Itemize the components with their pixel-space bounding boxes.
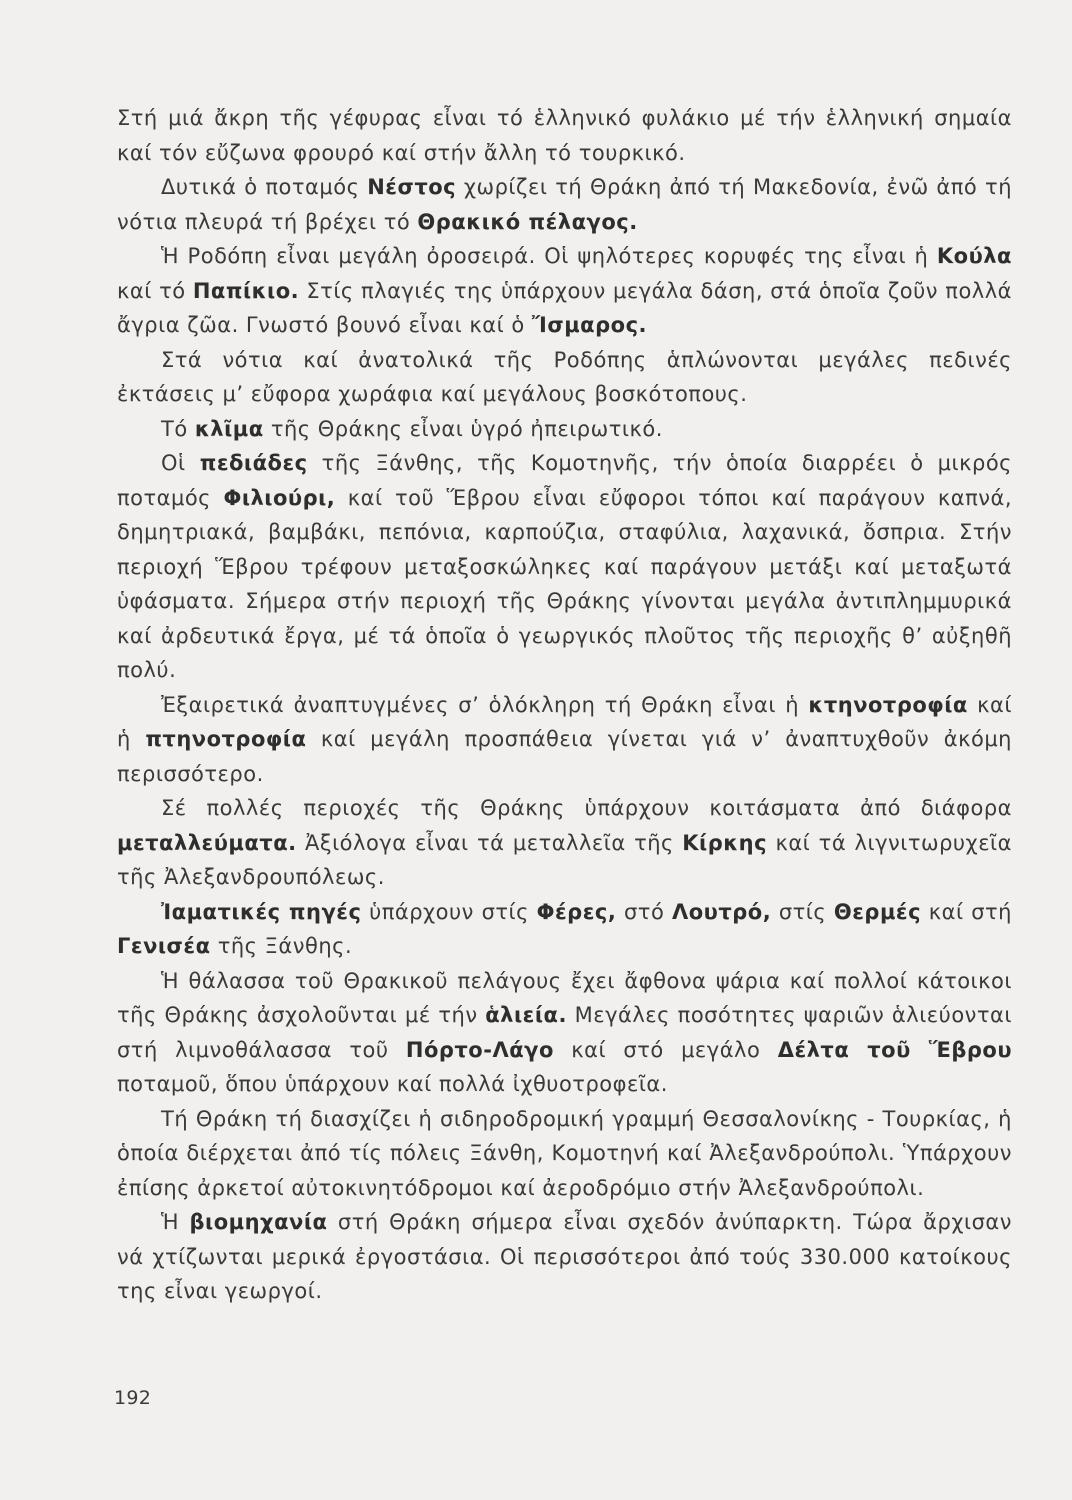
paragraph — [117, 1102, 1012, 1206]
paragraph — [117, 446, 1012, 688]
text-run: στό — [616, 899, 672, 924]
bold-term: Γενισέα — [117, 934, 211, 958]
text-run: στή Θράκη σήμερα εἶναι σχεδόν ἀνύπαρκτη. Τώρα ἄρχισαν νά χτίζωνται μερικά ἐργοστάσια. Οἱ περισσότεροι ἀπό τούς 330.000 κατοίκους της εἶναι γεωργοί. — [117, 1210, 1012, 1303]
bold-term: Φέρες, — [536, 899, 617, 924]
bold-term: κτηνοτροφία — [808, 692, 968, 717]
bold-term: κλῖμα — [194, 416, 264, 441]
text-run: Στά νότια καί ἀνατολικά τῆς Ροδόπης ἁπλώνονται μεγάλες πεδινές ἐκτάσεις μ’ εὔφορα χωράφια καί μεγάλους βοσκότοπους. — [117, 347, 1012, 406]
bold-term: μεταλλεύματα. — [117, 830, 297, 855]
text-run: Ἡ — [161, 1210, 190, 1234]
bold-term: Δέλτα τοῦ Ἕβρου — [777, 1037, 1013, 1062]
text-run: τῆς Θράκης εἶναι ὑγρό ἠπειρωτικό. — [263, 416, 663, 441]
text-run: Ἡ Ροδόπη εἶναι μεγάλη ὀροσειρά. Οἱ ψηλότερες κορυφές της εἶναι ἡ — [161, 244, 937, 268]
text-run: καί στό μεγάλο — [553, 1037, 778, 1062]
text-run: ποταμοῦ, ὅπου ὑπάρχουν καί πολλά ἰχθυοτροφεῖα. — [117, 1072, 668, 1096]
paragraph — [117, 412, 1012, 447]
bold-term: βιομηχανία — [189, 1210, 328, 1234]
text-run: Τό — [161, 416, 195, 441]
paragraph — [117, 170, 1012, 239]
page-number: 192 — [114, 1387, 152, 1409]
bold-term: Κούλα — [936, 244, 1012, 268]
bold-term: Θρακικό πέλαγος. — [417, 209, 638, 234]
bold-term: Λουτρό, — [671, 899, 772, 924]
text-run: καί τά λιγνιτωρυχεῖα τῆς Ἀλεξανδρουπόλεως. — [117, 830, 1012, 889]
bold-term: Φιλιούρι, — [223, 485, 336, 510]
bold-term: ἁλιεία. — [485, 1003, 567, 1027]
paragraph — [117, 964, 1012, 1102]
bold-term: Ἰαματικές πηγές — [161, 899, 362, 924]
text-run: καί μεγάλη προσπάθεια γίνεται γιά ν’ ἀναπτυχθοῦν ἀκόμη περισσότερο. — [117, 727, 1012, 786]
text-run: Ἡ θάλασσα τοῦ Θρακικοῦ πελάγους ἔχει ἄφθονα ψάρια καί πολλοί κάτοικοι τῆς Θράκης ἀσχολοῦνται μέ τήν — [117, 968, 1012, 1027]
paragraph — [117, 1205, 1012, 1309]
text-run: Στίς πλαγιές της ὑπάρχουν μεγάλα δάση, στά ὁποῖα ζοῦν πολλά ἄγρια ζῶα. Γνωστό βουνό εἶναι καί ὁ — [117, 278, 1012, 337]
text-run: Ἐξαιρετικά ἀναπτυγμένες σ’ ὁλόκληρη τή Θράκη εἶναι ἡ — [161, 692, 809, 717]
paragraph — [117, 688, 1012, 792]
text-run: τῆς Ξάνθης. — [210, 934, 353, 958]
text-run: χωρίζει τή Θράκη ἀπό τή Μακεδονία, ἐνῶ ἀπό τή νότια πλευρά τή βρέχει τό — [117, 175, 1013, 234]
text-run: Τή Θράκη τή διασχίζει ἡ σιδηροδρομική γραμμή Θεσσαλονίκης - Τουρκίας, ἡ ὁποία διέρχεται ἀπό τίς πόλεις Ξάνθη, Κομοτηνή καί Ἀλεξανδρούπολι. Ὑπάρχουν ἐπίσης ἀρκετοί αὐτοκινητόδρομοι καί ἀεροδρόμιο στήν Ἀλεξανδρούπολι. — [117, 1106, 1012, 1200]
body-text — [117, 101, 1012, 1309]
text-run: ὑπάρχουν στίς — [361, 899, 537, 924]
paragraph — [117, 895, 1012, 964]
bold-term: Πόρτο-Λάγο — [405, 1037, 554, 1062]
text-run: τῆς Ξάνθης, τῆς Κομοτηνῆς, τήν ὁποία διαρρέει ὁ μικρός ποταμός — [117, 451, 1012, 510]
text-run: καί τοῦ Ἕβρου εἶναι εὔφοροι τόποι καί παράγουν καπνά, δημητριακά, βαμβάκι, πεπόνια, καρπούζια, σταφύλια, λαχανικά, ὄσπρια. Στήν περιοχή Ἕβρου τρέφουν μεταξοσκώληκες καί παράγουν μετάξι καί μεταξωτά ὑφάσματα. Σήμερα στήν περιοχή τῆς Θράκης γίνονται μεγάλα ἀντιπλημμυρικά καί ἀρδευτικά ἔργα, μέ τά ὁποῖα ὁ γεωργικός πλοῦτος τῆς περιοχῆς θ’ αὐξηθῆ πολύ. — [117, 485, 1012, 682]
bold-term: πτηνοτροφία — [145, 727, 307, 751]
text-run: Ἀξιόλογα εἶναι τά μεταλλεῖα τῆς — [296, 830, 683, 855]
text-run: καί ἡ — [117, 692, 1012, 751]
paragraph — [117, 101, 1012, 170]
text-run: στίς — [771, 899, 834, 924]
text-run: Στή μιά ἄκρη τῆς γέφυρας εἶναι τό ἑλληνικό φυλάκιο μέ τήν ἑλληνική σημαία καί τόν εὔζωνα φρουρό καί στήν ἄλλη τό τουρκικό. — [117, 106, 1012, 165]
text-run: Σέ πολλές περιοχές τῆς Θράκης ὑπάρχουν κοιτάσματα ἀπό διάφορα — [161, 796, 1012, 820]
bold-term: Κίρκης — [682, 830, 768, 855]
paragraph — [117, 343, 1012, 412]
bold-term: Νέστος — [367, 175, 457, 199]
bold-term: Ἴσμαρος. — [531, 313, 647, 337]
paragraph — [117, 239, 1012, 343]
bold-term: Θερμές — [833, 899, 922, 924]
bold-term: Παπίκιο. — [192, 278, 300, 303]
paragraph — [117, 791, 1012, 895]
text-run: Μεγάλες ποσότητες ψαριῶν ἁλιεύονται στή λιμνοθάλασσα τοῦ — [117, 1003, 1012, 1062]
bold-term: πεδιάδες — [199, 451, 308, 475]
text-run: καί τό — [117, 278, 193, 303]
text-run: Δυτικά ὁ ποταμός — [161, 175, 368, 199]
text-run: Οἱ — [161, 451, 200, 475]
text-run: καί στή — [921, 899, 1012, 924]
